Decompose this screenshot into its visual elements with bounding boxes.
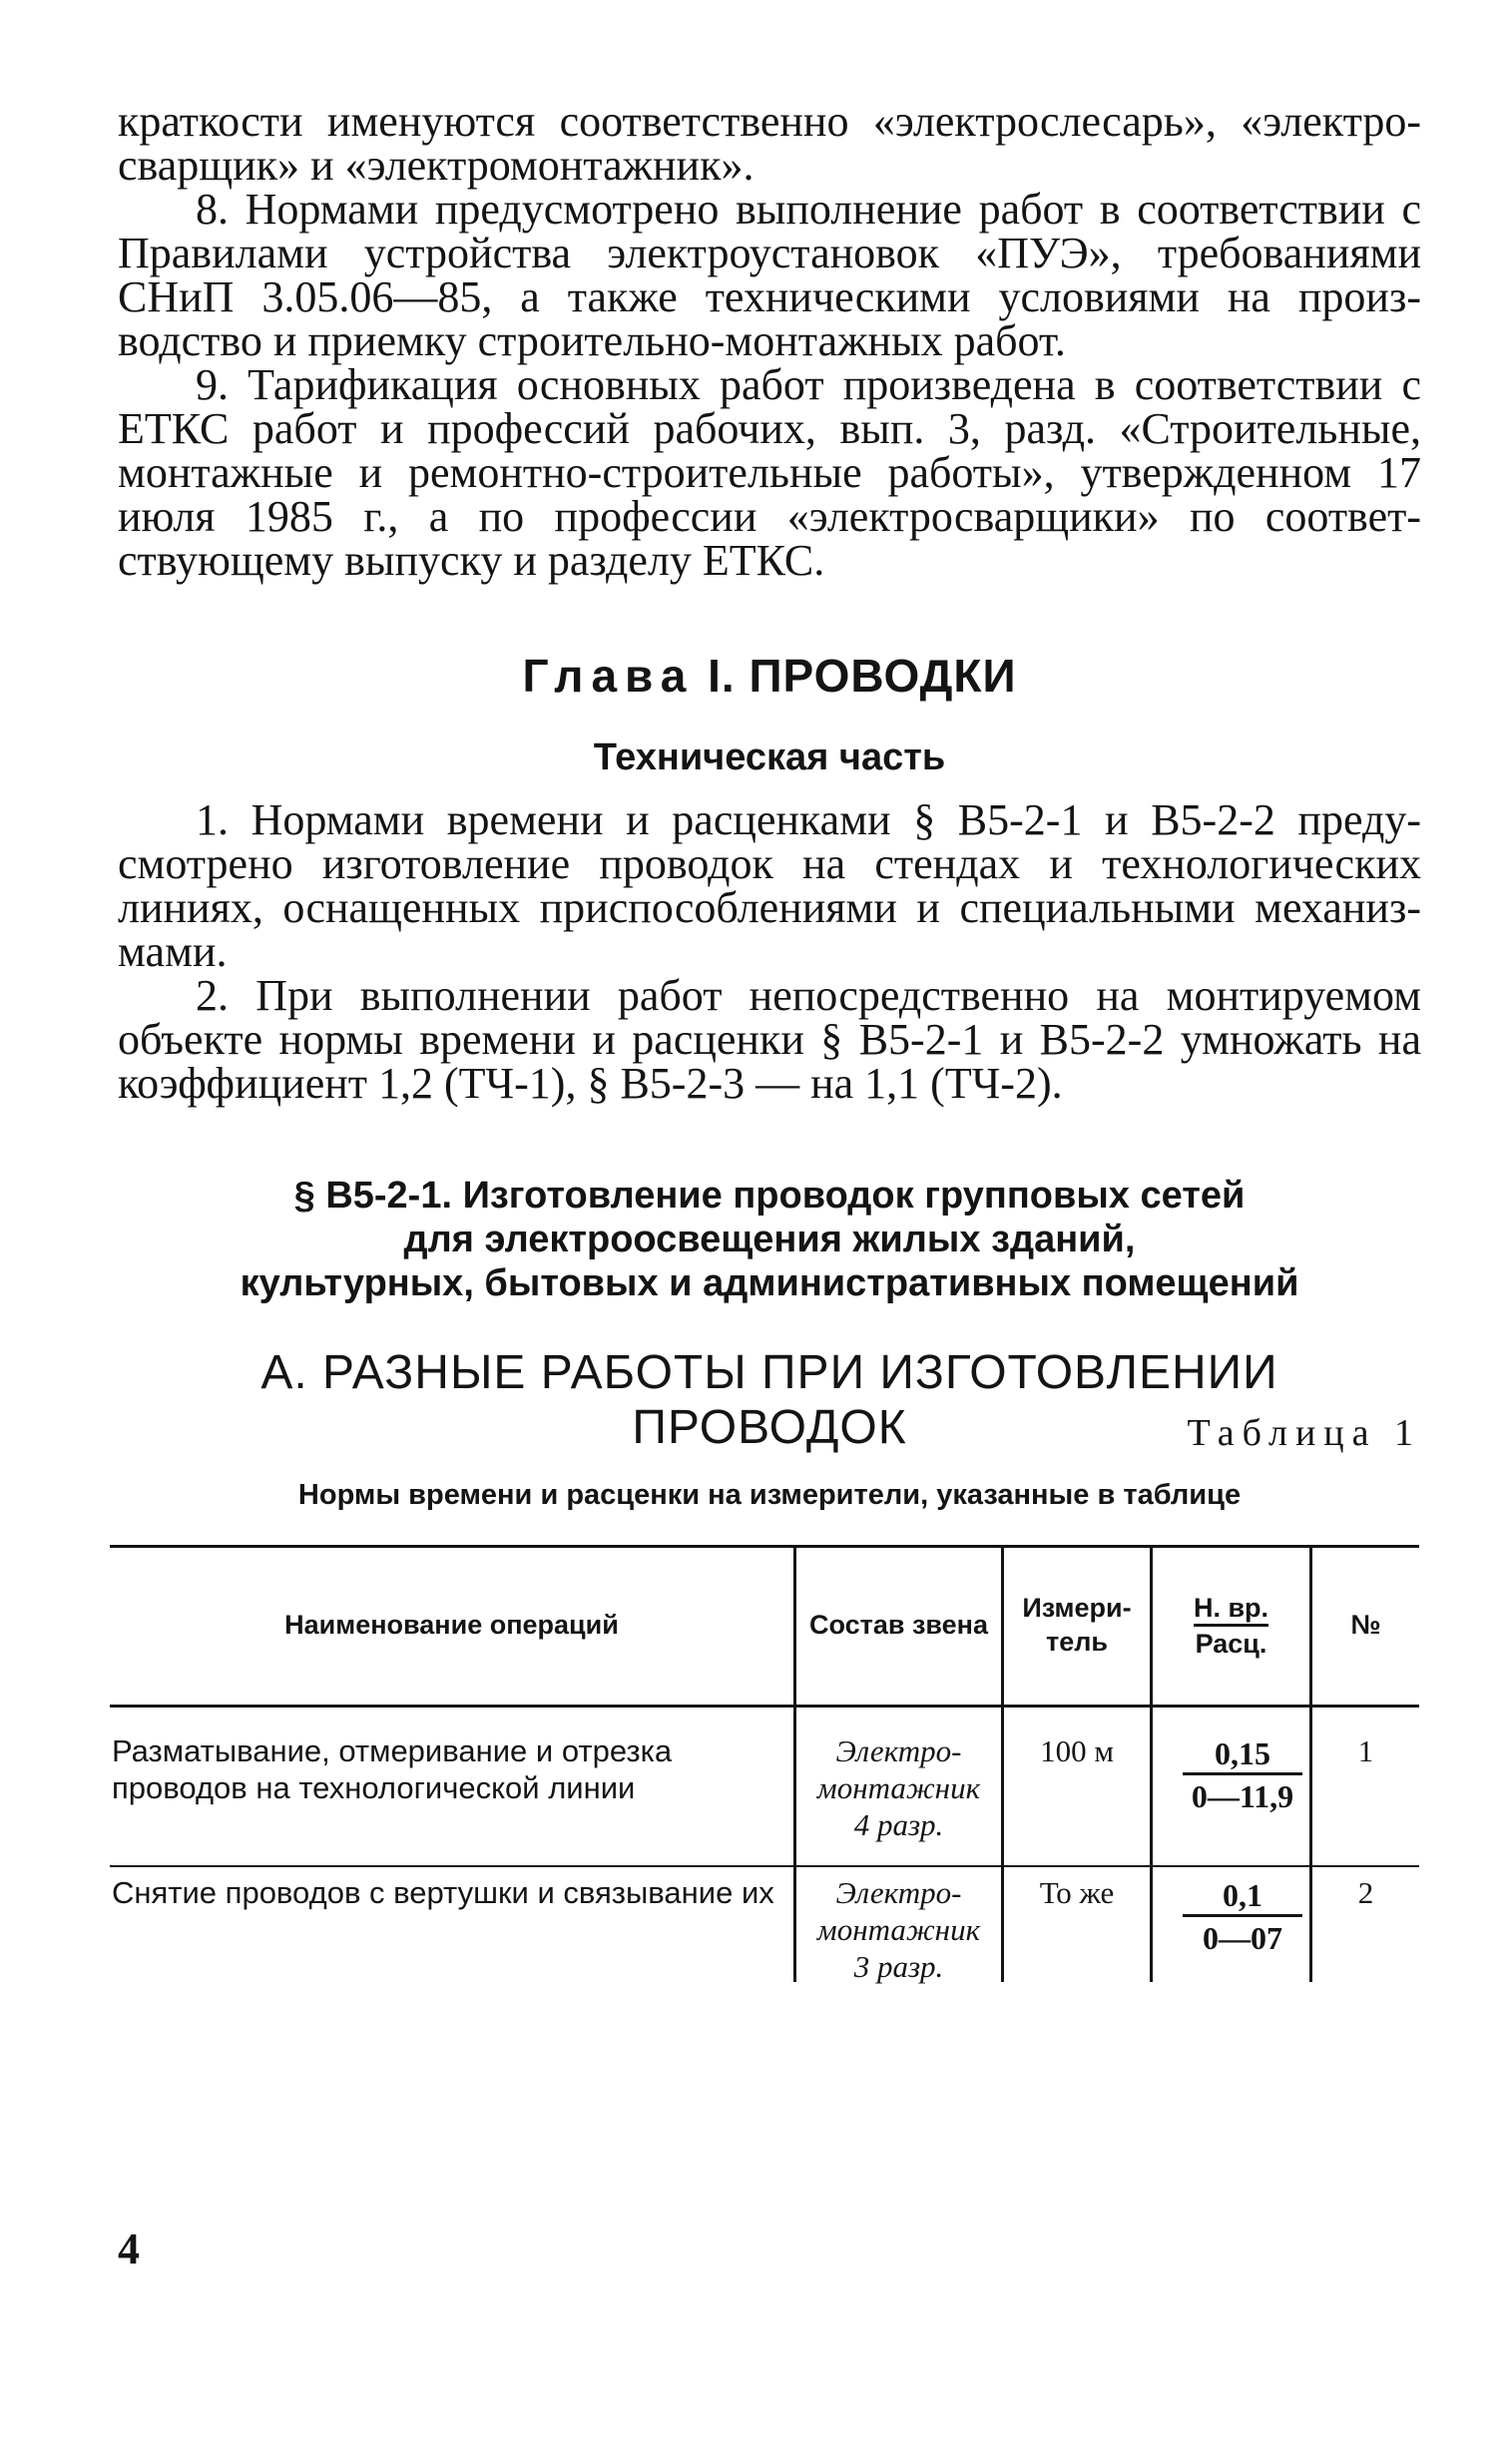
table-row-1-unit: 100 м [1040, 1733, 1114, 1768]
header-unit: Измери- тель [1022, 1593, 1132, 1657]
intro-paragraph-continued: краткости именуются соответственно «электрослесарь», «электросварщик» и «электромонтажник». [118, 97, 1421, 190]
table-row-1-crew: Электро- монтажник 4 разр. [816, 1733, 981, 1842]
table-row-2-crew: Электро- монтажник 3 разр. [816, 1875, 981, 1984]
table-top-rule [110, 1545, 1419, 1548]
table-caption: Нормы времени и расценки на измерители, указанные в таблице [297, 1479, 1242, 1511]
page-number: 4 [118, 2224, 140, 2273]
section-heading [118, 1174, 1421, 1305]
part-title: А. РАЗНЫЕ РАБОТЫ ПРИ ИЗГОТОВЛЕНИИ ПРОВОДОК [260, 1346, 1278, 1454]
table-row-2-norm-rate [1183, 1876, 1302, 1959]
table-row-1-norm: 0,15 [1215, 1735, 1270, 1771]
table-row-1-norm-rate [1183, 1734, 1302, 1817]
chapter-heading [118, 649, 1421, 703]
table-row-divider [110, 1865, 1419, 1867]
intro-paragraph-8: 8. Нормами предусмотрено выполнение работ в соответствии с Правилами устройства электроустановок «ПУЭ», требованиями СНиП 3.05.06—85, а также техническими условиями на производство и приемку строительно-монтажных работ. [118, 185, 1421, 365]
technical-part-subtitle: Техническая часть [593, 736, 946, 778]
table-row-2-operation: Снятие проводов с вертушки и связывание их [112, 1875, 774, 1910]
table-header-rule [110, 1705, 1419, 1708]
header-crew: Состав звена [809, 1610, 988, 1640]
table-label: Таблица 1 [1187, 1412, 1421, 1454]
header-operation: Наименование операций [284, 1610, 619, 1640]
section-heading-line-3: культурных, бытовых и административных помещений [240, 1262, 1299, 1304]
table-row-1-rate: 0—11,9 [1191, 1778, 1294, 1814]
chapter-title: I. ПРОВОДКИ [708, 650, 1017, 702]
table-row-2-unit: То же [1039, 1875, 1115, 1910]
header-number: № [1350, 1610, 1381, 1640]
header-norm-rate: Н. вр. Расц. [1193, 1593, 1269, 1659]
table-row-2-number: 2 [1357, 1875, 1374, 1910]
intro-paragraph-9: 9. Тарификация основных работ произведена в соответствии с ЕТКС работ и профессий рабочих, вып. 3, разд. «Строительные, монтажные и ремонтно-строительные работы», утвержденном 17 июля 1985 г., а по профессии «электросварщики» по соответствующему выпуску и разделу ЕТКС. [118, 360, 1421, 585]
chapter-prefix: Глава [522, 650, 695, 702]
table-row-1-operation: Разматывание, отмеривание и отрезка проводов на технологической линии [112, 1733, 673, 1805]
section-heading-line-1: § В5-2-1. Изготовление проводок групповых сетей [293, 1175, 1246, 1217]
table-row-2-norm: 0,1 [1223, 1877, 1262, 1913]
technical-paragraph-2: 2. При выполнении работ непосредственно на монтируемом объекте нормы времени и расценки § В5-2-1 и В5-2-2 умножать на коэффициент 1,2 (ТЧ-1), § В5-2-3 — на 1,1 (ТЧ-2). [118, 971, 1421, 1108]
table-row-1-number: 1 [1357, 1733, 1374, 1768]
table-row-2-rate: 0—07 [1203, 1920, 1282, 1956]
technical-paragraph-1: 1. Нормами времени и расценками § В5-2-1 и В5-2-2 предусмотрено изготовление проводок на стендах и технологических линиях, оснащенных приспособлениями и специальными механизмами. [118, 795, 1421, 976]
section-heading-line-2: для электроосвещения жилых зданий, [403, 1219, 1136, 1260]
